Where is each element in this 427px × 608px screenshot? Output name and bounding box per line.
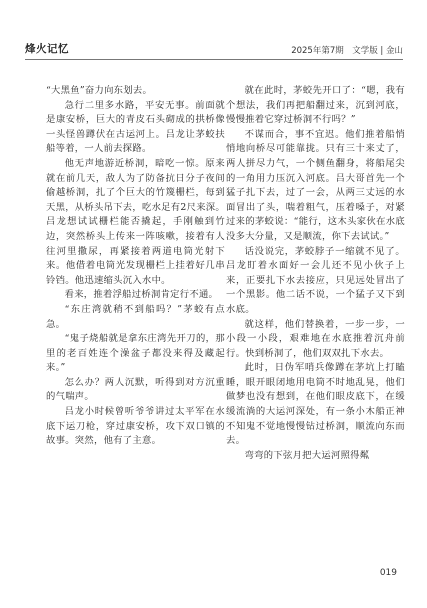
right-column	[226, 84, 405, 463]
paragraph: 看来，推着浮船过桥洞肯定行不通。	[64, 289, 219, 301]
page-header	[25, 40, 403, 56]
page-number: 019	[379, 568, 397, 578]
paragraph: “大黑鱼”奋力向东划去。	[46, 85, 153, 96]
header-rule	[25, 59, 403, 60]
left-column	[46, 84, 225, 449]
paragraph: 此时，日伪军哨兵像蹲在茅坑上打瞌睡，眼开眼闭地用电筒不时地乱晃，他们做梦也没有想到，在他们眼皮底下，在缓缓流淌的大运河深处，有一条小木船正神不知鬼不觉地慢慢钻过桥洞，顺流向东而去。	[226, 362, 405, 447]
paragraph: 就这样，他们替换着，一步一步，一小段一小段，艰难地在水底推着沉舟前行。快到桥洞了，他们双双扎下水去。	[226, 318, 405, 359]
paragraph: 他无声地游近桥洞，暗吃一惊。原来就在前几天，敌人为了防备抗日分子夜间偷越桥洞，扎了个巨大的竹篾栅栏，每到天黑，从桥头吊下去，吃水足有2尺来深。吕龙想试试栅栏能否撬起，手刚触到竹边，突然桥头上传来一阵咳嗽，接着有人往河里撒尿，再紧接着两道电筒光射下来。他借着电筒光发现栅栏上挂着好几串铃铛。他迅速缩头沉入水中。	[46, 157, 225, 286]
paragraph: 就在此时，茅蛟先开口了：“嗯，我有个想法，我们再把船翻过来，沉到河底，慢慢推着它穿过桥洞不行吗？”	[226, 85, 405, 126]
paragraph: “东庄湾就稍不到船吗？”茅蛟有点急。	[46, 303, 225, 330]
paragraph: “鬼子烧船就是拿东庄湾先开刀的，那里的老百姓连个澡盆子都没来得及藏起来。”	[46, 333, 225, 374]
paragraph: 弯弯的下弦月把大运河照得粼	[244, 449, 370, 461]
paragraph: 急行二里多水路，平安无事。前面就是康安桥，巨大的青皮石头砌成的拱桥像一头怪兽蹲伏在古运河上。吕龙让茅蛟扶船等着，一人前去探路。	[46, 99, 225, 155]
paragraph: 话没说完，茅蛟脖子一缩就不见了。吕龙盯着水面好一会儿还不见小伙子上来，正要扎下水去接应，只见远处冒出了一个黑影。他二话不说，一个猛子又下到水底。	[226, 245, 405, 315]
paragraph: 怎么办？两人沉默，听得到对方沉重的气喘声。	[46, 376, 225, 403]
paragraph: 不谋而合，事不宜迟。他们推着船悄悄地向桥尽可能靠拢。只有三十来丈了，两人拼尽力气，一个侧鱼翻身，将船尾尖的一角用力压沉入河底。吕大哥首先一个猛子扎下去，过了一会，从两三丈远的水面冒出了头，喘着粗气，压着嗓子，对紧过来的茅蛟说：“能行，这木头家伙在水底没多大分量，又是顺流，你下去试试。”	[226, 128, 405, 242]
issue-info: 2025年第7期 文学版 | 金山	[291, 46, 403, 56]
paragraph: 吕龙小时候曾听爷爷讲过太平军在水底下运刀枪，穿过康安桥，攻下双口镇的故事。突然，他有了主意。	[46, 406, 225, 447]
column-name: 烽火记忆	[25, 43, 69, 55]
